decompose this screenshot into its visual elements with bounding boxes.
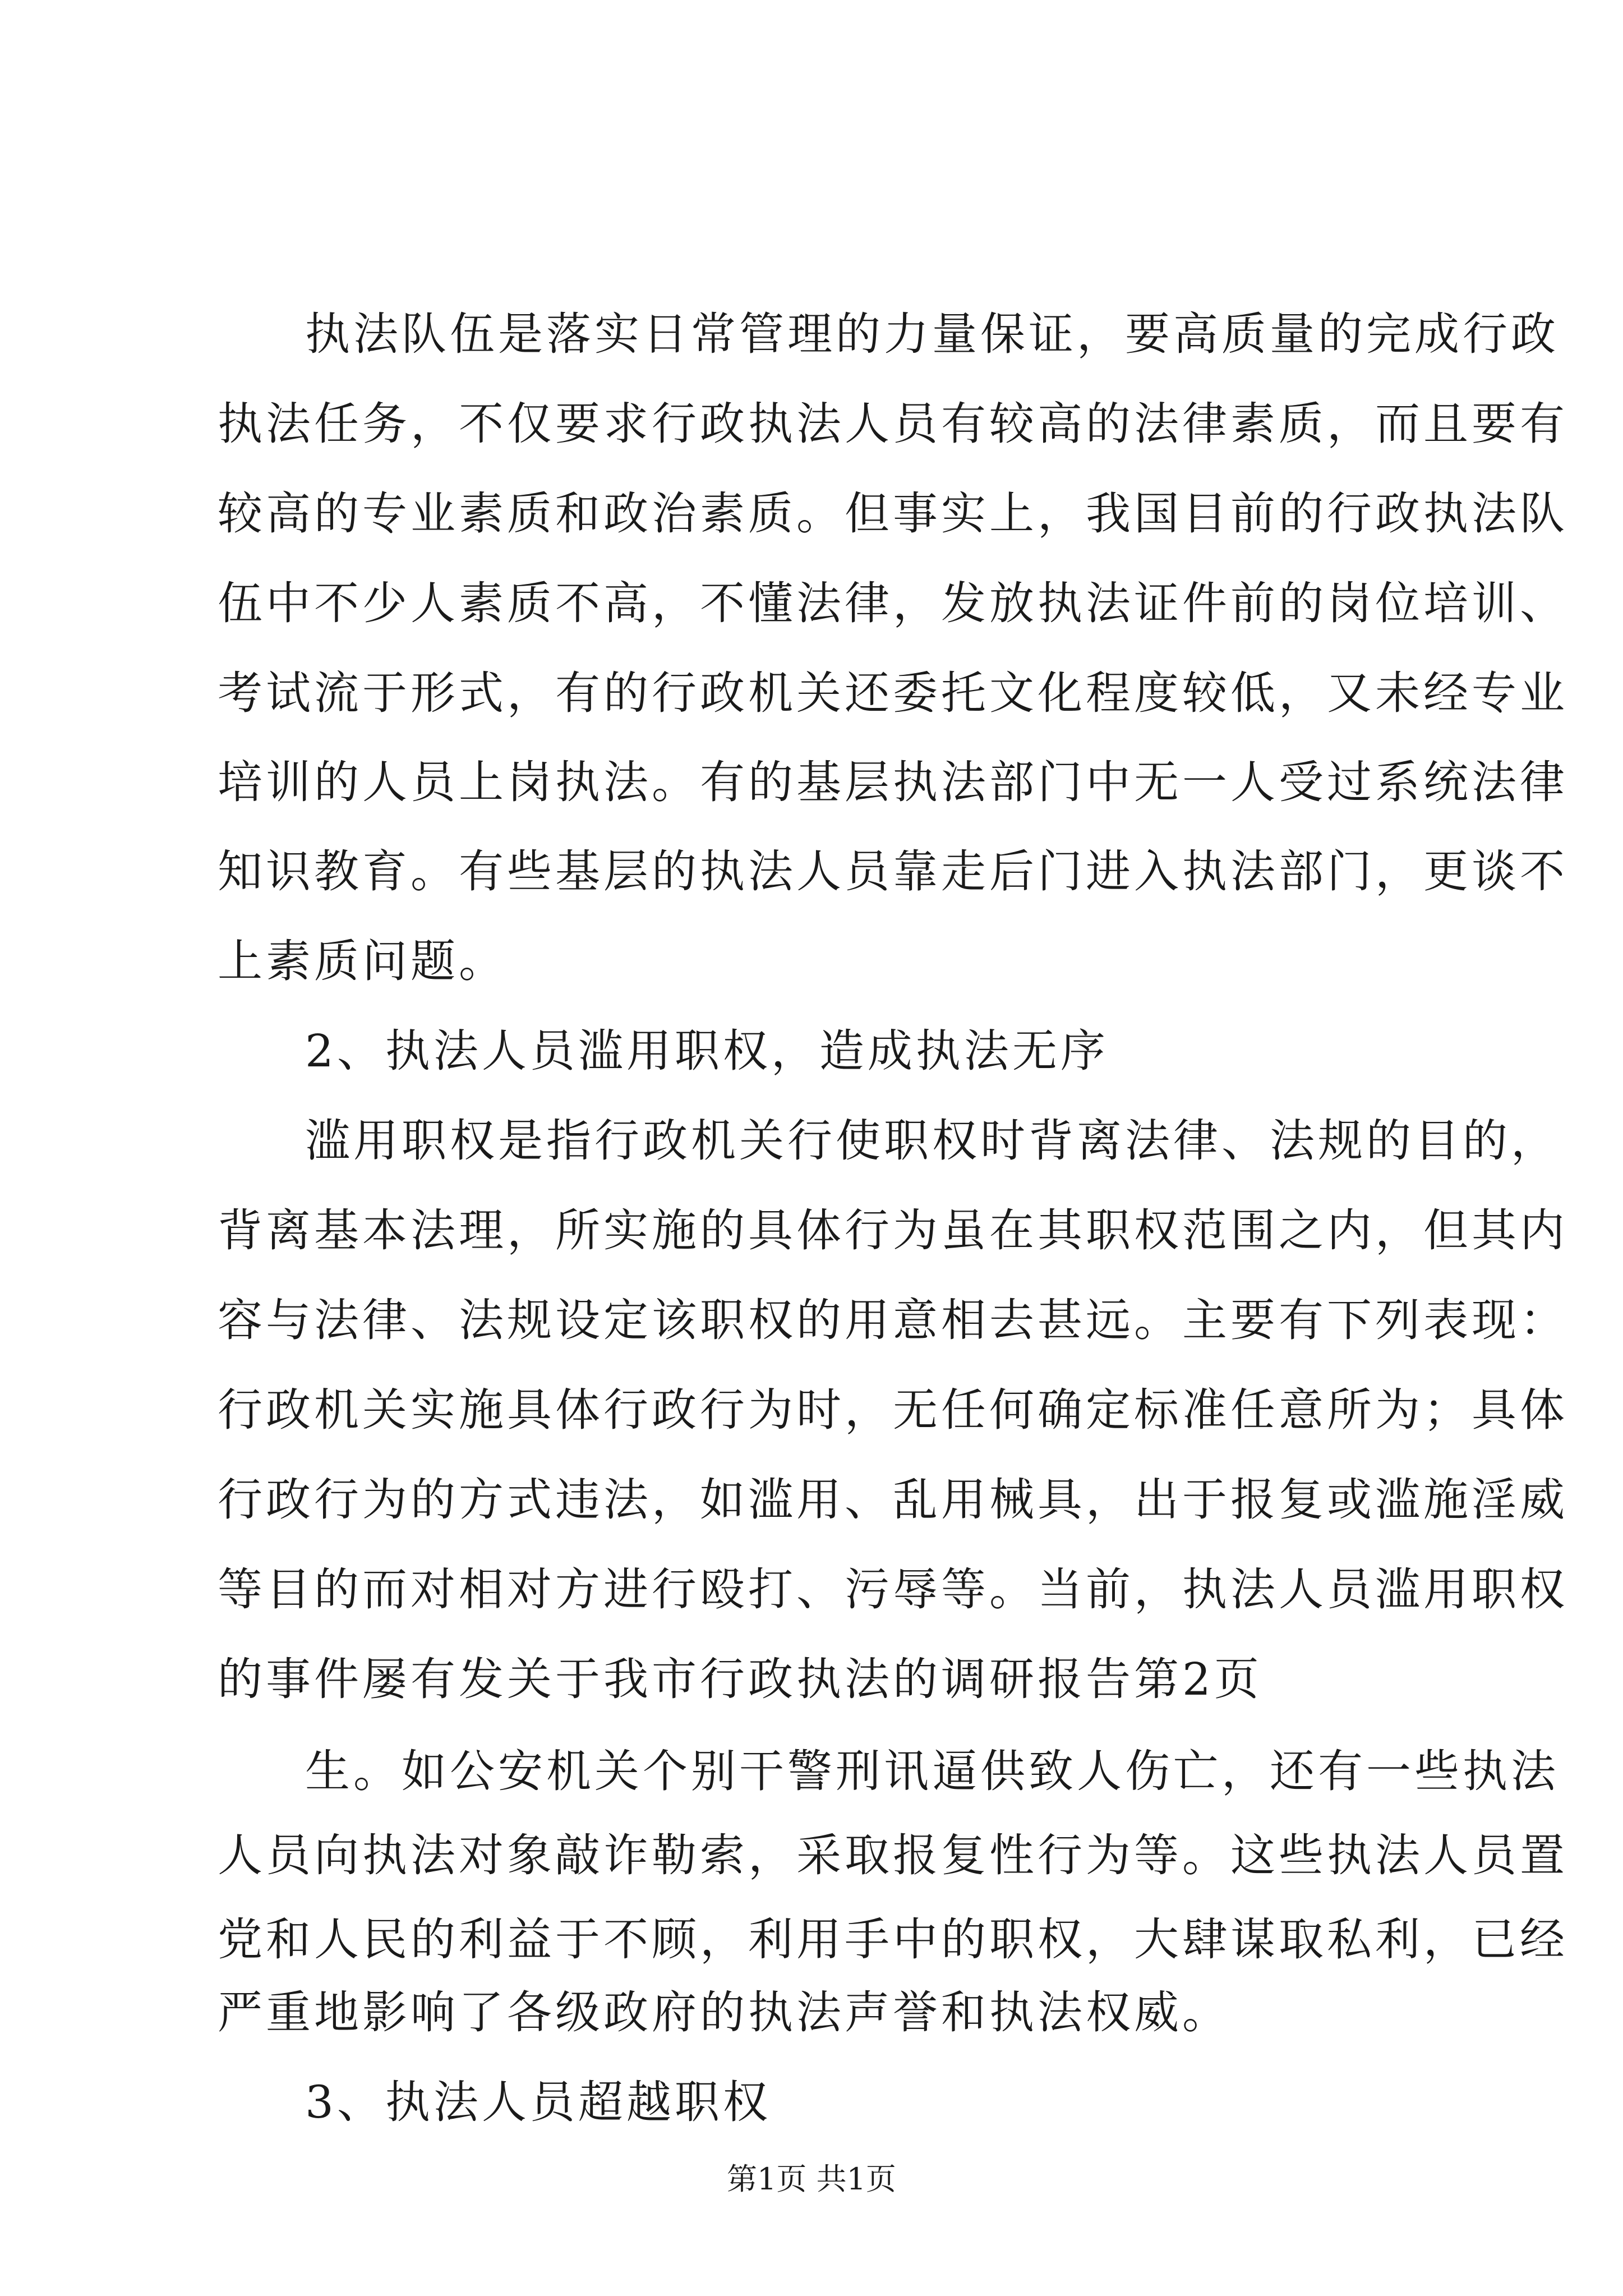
paragraph-line: 上素质问题。 [218, 935, 507, 987]
paragraph-line: 的事件屡有发关于我市行政执法的调研报告第2页 [218, 1653, 1262, 1705]
paragraph-line: 行政行为的方式违法，如滥用、乱用械具，出于报复或滥施淫威 [218, 1474, 1568, 1526]
paragraph-line: 知识教育。有些基层的执法人员靠走后门进入执法部门，更谈不 [218, 845, 1568, 898]
paragraph-line: 党和人民的利益于不顾，利用手中的职权，大肆谋取私利，已经 [218, 1913, 1568, 1966]
paragraph-line: 较高的专业素质和政治素质。但事实上，我国目前的行政执法队 [218, 487, 1568, 540]
paragraph-line: 等目的而对相对方进行殴打、污辱等。当前，执法人员滥用职权 [218, 1563, 1568, 1616]
paragraph-line: 生。如公安机关个别干警刑讯逼供致人伤亡，还有一些执法 [305, 1745, 1559, 1797]
paragraph-line: 执法任务，不仅要求行政执法人员有较高的法律素质，而且要有 [218, 398, 1568, 450]
section-heading: 2、执法人员滥用职权，造成执法无序 [305, 1025, 1109, 1077]
paragraph-line: 严重地影响了各级政府的执法声誉和执法权威。 [218, 1986, 1230, 2039]
page-footer: 第1页 共1页 [727, 2161, 896, 2197]
paragraph-line: 培训的人员上岗执法。有的基层执法部门中无一人受过系统法律 [218, 756, 1568, 808]
paragraph-line: 执法队伍是落实日常管理的力量保证，要高质量的完成行政 [305, 308, 1559, 360]
paragraph-line: 背离基本法理，所实施的具体行为虽在其职权范围之内，但其内 [218, 1204, 1568, 1257]
paragraph-line: 滥用职权是指行政机关行使职权时背离法律、法规的目的， [305, 1115, 1559, 1167]
paragraph-line: 容与法律、法规设定该职权的用意相去甚远。主要有下列表现： [218, 1294, 1568, 1346]
paragraph-line: 伍中不少人素质不高，不懂法律，发放执法证件前的岗位培训、 [218, 577, 1568, 629]
section-heading: 3、执法人员超越职权 [305, 2076, 771, 2128]
paragraph-line: 考试流于形式，有的行政机关还委托文化程度较低，又未经专业 [218, 667, 1568, 719]
paragraph-line: 人员向执法对象敲诈勒索，采取报复性行为等。这些执法人员置 [218, 1829, 1568, 1881]
paragraph-line: 行政机关实施具体行政行为时，无任何确定标准任意所为；具体 [218, 1384, 1568, 1436]
